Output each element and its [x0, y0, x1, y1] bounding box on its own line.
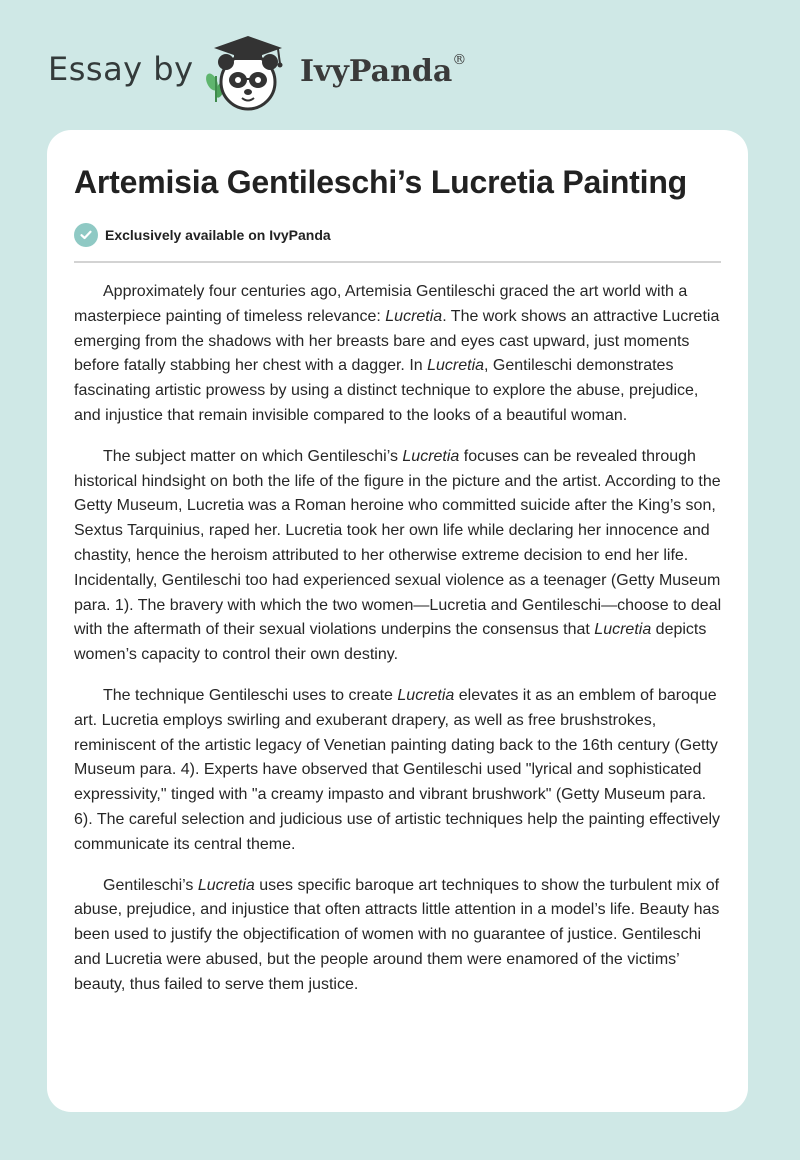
brand-prefix: Essay by — [48, 50, 194, 88]
paragraph: Gentileschi’s Lucretia uses specific baroque art techniques to show the turbulent mix of abuse, prejudice, and injustice that often attracts little attention in a model’s life. Beauty has been used to justify the objectification of women with no guarantee of justice. Gentileschi and Lucretia were abused, but the people around them were enamored of the victims’ beauty, thus failed to serve them justice. — [74, 876, 720, 993]
divider — [74, 261, 721, 263]
paragraph: The subject matter on which Gentileschi’s Lucretia focuses can be revealed through historical hindsight on both the life of the figure in the picture and the artist. According to the Getty Museum, Lucretia was a Roman heroine who committed suicide after the King’s son, Sextus Tarquinius, raped her. Lucretia took her own life while declaring her innocence and chastity, hence the heroism attributed to her otherwise extreme decision to end her life. Incidentally, Gentileschi too had experienced sexual violence as a teenager (Getty Museum para. 1). The bravery with which the two women—Lucretia and Gentileschi—choose to deal with the aftermath of their sexual violations underpins the consensus that Lucretia depicts women’s capacity to control their own destiny. — [74, 447, 722, 664]
trademark-symbol: ® — [452, 52, 467, 68]
paragraph: Approximately four centuries ago, Artemisia Gentileschi graced the art world with a masterpiece painting of timeless relevance: Lucretia. The work shows an attractive Lucretia emerging from the shadows with her breasts bare and eyes cast upward, just moments before fatally stabbing her chest with a dagger. In Lucretia, Gentileschi demonstrates fascinating artistic prowess by using a distinct technique to explore the abuse, prejudice, and injustice that remain invisible compared to the looks of a beautiful woman. — [74, 283, 720, 424]
exclusive-label: Exclusively available on IvyPanda — [105, 227, 331, 243]
site-header — [0, 0, 800, 130]
panda-logo-icon[interactable] — [198, 32, 294, 112]
check-circle-icon — [74, 223, 98, 247]
page-title: Artemisia Gentileschi’s Lucretia Painting — [74, 164, 688, 200]
paragraph: The technique Gentileschi uses to create Lucretia elevates it as an emblem of baroque art. Lucretia employs swirling and exuberant drapery, as well as free brushstrokes, reminiscent of the artistic legacy of Venetian painting dating back to the 16th century (Getty Museum para. 4). Experts have observed that Gentileschi used "lyrical and sophisticated expressivity," tinged with "a creamy impasto and vibrant brushwork" (Getty Museum para. 6). The careful selection and judicious use of artistic techniques help the painting effectively communicate its central theme. — [74, 686, 721, 853]
exclusive-badge — [74, 222, 331, 248]
essay-card — [47, 130, 748, 1112]
brand-name[interactable]: IvyPanda® — [300, 52, 467, 89]
essay-body — [74, 280, 726, 1014]
